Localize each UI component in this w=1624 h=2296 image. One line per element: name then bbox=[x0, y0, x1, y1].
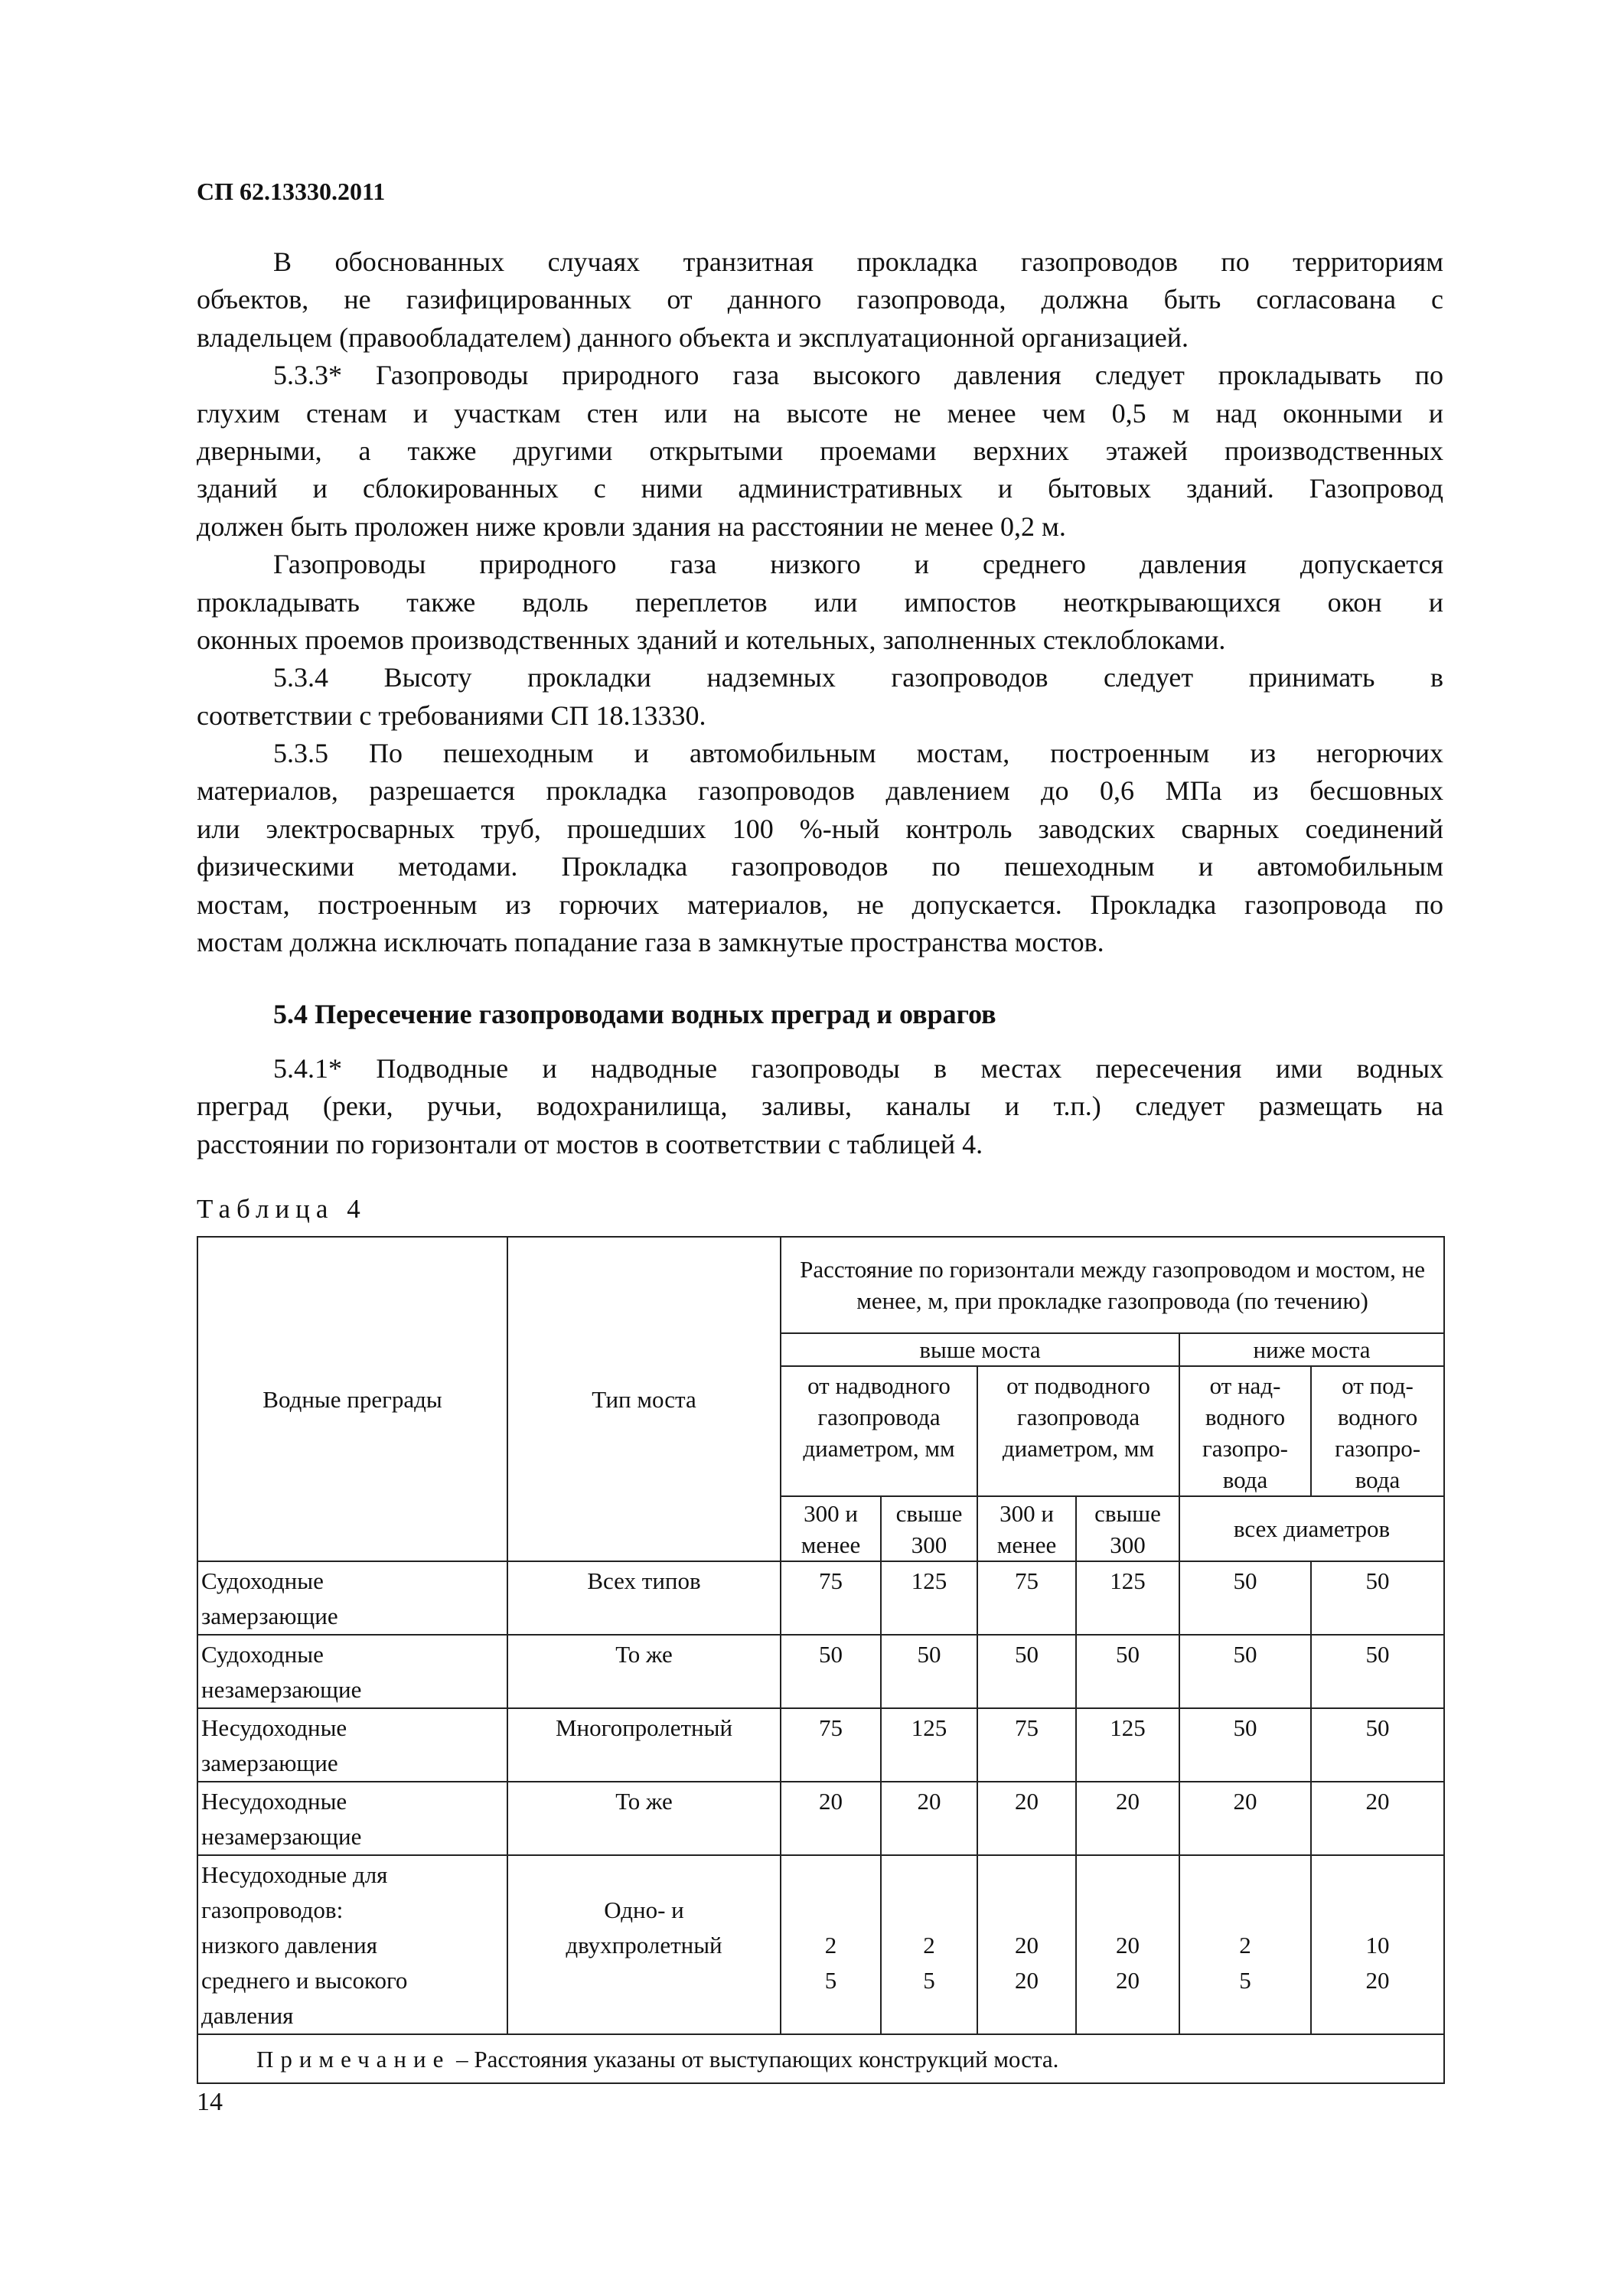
paragraph-line: В обоснованных случаях транзитная прокладка газопроводов по территориям bbox=[273, 246, 1443, 277]
cell-distance bbox=[1076, 1855, 1179, 2034]
cell-water-barrier-line: Несудоходные bbox=[201, 1788, 347, 1815]
cell-distance-line: 75 bbox=[1015, 1714, 1039, 1741]
cell-distance-line: 50 bbox=[1365, 1567, 1390, 1594]
cell-distance bbox=[1179, 1782, 1311, 1855]
distance-table bbox=[197, 1236, 1445, 2084]
paragraph-line: владельцем (правообладателем) данного объекта и эксплуатационной организацией. bbox=[197, 321, 1189, 353]
cell-distance-line bbox=[1183, 1857, 1307, 1893]
table-note bbox=[197, 2034, 1444, 2083]
cell-bridge-type-line bbox=[511, 1857, 777, 1893]
cell-distance bbox=[881, 1561, 977, 1635]
cell-distance bbox=[781, 1635, 881, 1708]
cell-distance-line bbox=[981, 1893, 1072, 1928]
body-text-bottom bbox=[197, 1050, 1443, 1163]
cell-distance bbox=[781, 1855, 881, 2034]
cell-distance-line: 50 bbox=[1233, 1641, 1257, 1668]
cell-distance-line: 125 bbox=[1110, 1567, 1146, 1594]
table-row bbox=[197, 1855, 1444, 2034]
header-diameter-gt300-a: свыше 300 bbox=[881, 1496, 977, 1561]
cell-bridge-type-line: двухпролетный bbox=[566, 1932, 722, 1958]
cell-distance bbox=[1076, 1708, 1179, 1782]
cell-distance-line: 50 bbox=[1015, 1641, 1039, 1668]
cell-distance-line: 2 bbox=[1239, 1932, 1251, 1958]
paragraph-line: дверными, а также другими открытыми проемами верхних этажей производственных bbox=[197, 435, 1443, 466]
cell-distance bbox=[1311, 1635, 1444, 1708]
cell-water-barrier-line: замерзающие bbox=[201, 1603, 338, 1629]
note-text: – Расстояния указаны от выступающих конструкций моста. bbox=[450, 2045, 1059, 2073]
cell-water-barrier bbox=[197, 1855, 507, 2034]
paragraph-line: Газопроводы природного газа низкого и среднего давления допускается bbox=[273, 549, 1443, 580]
cell-water-barrier bbox=[197, 1561, 507, 1635]
document-code: СП 62.13330.2011 bbox=[197, 178, 386, 205]
cell-distance-line: 2 bbox=[824, 1932, 837, 1958]
header-below-underwater: от под-водного газопро-вода bbox=[1311, 1366, 1444, 1496]
note-label: Примечание bbox=[256, 2045, 451, 2073]
cell-distance bbox=[781, 1708, 881, 1782]
cell-distance-line: 75 bbox=[819, 1714, 843, 1741]
cell-distance-line: 20 bbox=[819, 1788, 843, 1815]
cell-distance-line: 5 bbox=[824, 1967, 837, 1994]
paragraph-line: 5.3.4 Высоту прокладки надземных газопроводов следует принимать в bbox=[273, 662, 1443, 693]
cell-distance-line: 20 bbox=[917, 1788, 941, 1815]
paragraph-line: объектов, не газифицированных от данного газопровода, должна быть согласована с bbox=[197, 284, 1443, 315]
cell-distance bbox=[1076, 1561, 1179, 1635]
cell-distance bbox=[881, 1782, 977, 1855]
cell-distance bbox=[1076, 1782, 1179, 1855]
cell-water-barrier bbox=[197, 1782, 507, 1855]
cell-bridge-type-line: То же bbox=[615, 1641, 673, 1668]
cell-water-barrier-line: Несудоходные bbox=[201, 1714, 347, 1741]
paragraph-line: материалов, разрешается прокладка газопроводов давлением до 0,6 МПа из бесшовных bbox=[197, 775, 1443, 807]
cell-water-barrier-line: среднего и высокого bbox=[201, 1967, 408, 1994]
table-row bbox=[197, 1635, 1444, 1708]
cell-distance-line: 50 bbox=[1365, 1714, 1390, 1741]
page-number: 14 bbox=[197, 2088, 223, 2116]
table-row bbox=[197, 1561, 1444, 1635]
cell-distance bbox=[1311, 1561, 1444, 1635]
paragraph-line: или электросварных труб, прошедших 100 %-ный контроль заводских сварных соединений bbox=[197, 813, 1443, 844]
cell-distance-line: 50 bbox=[1116, 1641, 1140, 1668]
cell-distance-line bbox=[885, 1857, 973, 1893]
cell-distance bbox=[977, 1635, 1076, 1708]
cell-distance-line bbox=[885, 1893, 973, 1928]
cell-water-barrier-line: Судоходные bbox=[201, 1567, 324, 1594]
cell-distance-line: 20 bbox=[1365, 1788, 1390, 1815]
cell-bridge-type bbox=[507, 1855, 781, 2034]
cell-distance-line: 20 bbox=[1365, 1967, 1390, 1994]
paragraph-line: зданий и сблокированных с ними административных и бытовых зданий. Газопровод bbox=[197, 473, 1443, 504]
table-caption: Таблица 4 bbox=[197, 1194, 367, 1224]
paragraph-line: мостам должна исключать попадание газа в замкнутые пространства мостов. bbox=[197, 927, 1104, 958]
cell-distance bbox=[977, 1708, 1076, 1782]
cell-distance-line: 20 bbox=[1015, 1967, 1039, 1994]
cell-water-barrier bbox=[197, 1708, 507, 1782]
cell-distance bbox=[1311, 1708, 1444, 1782]
paragraph-line: преград (реки, ручьи, водохранилища, заливы, каналы и т.п.) следует размещать на bbox=[197, 1091, 1443, 1122]
header-diameter-gt300-b: свыше 300 bbox=[1076, 1496, 1179, 1561]
cell-distance-line bbox=[1315, 1857, 1440, 1893]
cell-distance-line: 20 bbox=[1116, 1788, 1140, 1815]
cell-distance-line bbox=[784, 1893, 877, 1928]
cell-distance-line: 75 bbox=[1015, 1567, 1039, 1594]
section-heading: 5.4 Пересечение газопроводами водных преград и оврагов bbox=[273, 999, 996, 1029]
table-row bbox=[197, 1782, 1444, 1855]
cell-distance-line: 50 bbox=[1233, 1567, 1257, 1594]
cell-distance-line: 5 bbox=[1239, 1967, 1251, 1994]
cell-distance-line: 20 bbox=[1015, 1788, 1039, 1815]
cell-bridge-type-line: То же bbox=[615, 1788, 673, 1815]
paragraph-line: 5.3.3* Газопроводы природного газа высокого давления следует прокладывать по bbox=[273, 360, 1443, 391]
cell-distance bbox=[1311, 1855, 1444, 2034]
cell-distance bbox=[977, 1782, 1076, 1855]
cell-distance bbox=[881, 1855, 977, 2034]
cell-distance bbox=[881, 1708, 977, 1782]
cell-distance-line: 125 bbox=[911, 1567, 947, 1594]
cell-distance-line bbox=[981, 1857, 1072, 1893]
cell-water-barrier-line: низкого давления bbox=[201, 1932, 378, 1958]
header-water-barriers: Водные преграды bbox=[197, 1237, 507, 1561]
cell-distance-line bbox=[1183, 1893, 1307, 1928]
cell-distance bbox=[781, 1782, 881, 1855]
cell-distance bbox=[977, 1561, 1076, 1635]
paragraph-line: глухим стенам и участкам стен или на высоте не менее чем 0,5 м над оконными и bbox=[197, 397, 1443, 429]
cell-water-barrier-line: давления bbox=[201, 2002, 294, 2029]
header-below-bridge: ниже моста bbox=[1179, 1333, 1444, 1366]
paragraph-line: должен быть проложен ниже кровли здания на расстоянии не менее 0,2 м. bbox=[197, 510, 1066, 542]
cell-distance-line: 125 bbox=[911, 1714, 947, 1741]
header-diameter-le300-b: 300 и менее bbox=[977, 1496, 1076, 1561]
cell-distance-line: 20 bbox=[1116, 1932, 1140, 1958]
paragraph-line: 5.3.5 По пешеходным и автомобильным мостам, построенным из негорючих bbox=[273, 738, 1443, 769]
cell-distance-line: 75 bbox=[819, 1567, 843, 1594]
cell-water-barrier-line: незамерзающие bbox=[201, 1823, 362, 1850]
paragraph-line: физическими методами. Прокладка газопроводов по пешеходным и автомобильным bbox=[197, 851, 1443, 882]
cell-distance-line bbox=[784, 1857, 877, 1893]
cell-bridge-type bbox=[507, 1708, 781, 1782]
paragraph-line: расстоянии по горизонтали от мостов в соответствии с таблицей 4. bbox=[197, 1128, 983, 1159]
cell-distance bbox=[1076, 1635, 1179, 1708]
cell-distance bbox=[977, 1855, 1076, 2034]
cell-distance bbox=[881, 1635, 977, 1708]
paragraph-line: мостам, построенным из горючих материалов, не допускается. Прокладка газопровода по bbox=[197, 889, 1443, 920]
cell-distance bbox=[1179, 1561, 1311, 1635]
paragraph-line: соответствии с требованиями СП 18.13330. bbox=[197, 700, 706, 731]
cell-water-barrier-line: Судоходные bbox=[201, 1641, 324, 1668]
cell-water-barrier-line: Несудоходные для bbox=[201, 1861, 388, 1888]
cell-bridge-type bbox=[507, 1782, 781, 1855]
cell-distance bbox=[1179, 1855, 1311, 2034]
cell-distance-line: 50 bbox=[1365, 1641, 1390, 1668]
cell-bridge-type-line: Всех типов bbox=[587, 1567, 701, 1594]
header-above-overwater: от надводного газопровода диаметром, мм bbox=[781, 1366, 977, 1496]
cell-bridge-type bbox=[507, 1635, 781, 1708]
header-above-underwater: от подводного газопровода диаметром, мм bbox=[977, 1366, 1179, 1496]
header-below-overwater: от над-водного газопро-вода bbox=[1179, 1366, 1311, 1496]
table-row bbox=[197, 1708, 1444, 1782]
cell-distance-line: 5 bbox=[923, 1967, 935, 1994]
cell-water-barrier-line: замерзающие bbox=[201, 1750, 338, 1776]
body-text-top bbox=[197, 243, 1443, 961]
header-above-bridge: выше моста bbox=[781, 1333, 1179, 1366]
cell-bridge-type bbox=[507, 1561, 781, 1635]
cell-distance-line: 2 bbox=[923, 1932, 935, 1958]
cell-bridge-type-line: Многопролетный bbox=[555, 1714, 733, 1741]
header-bridge-type: Тип моста bbox=[507, 1237, 781, 1561]
cell-distance bbox=[781, 1561, 881, 1635]
cell-water-barrier-line: незамерзающие bbox=[201, 1676, 362, 1703]
cell-distance-line: 10 bbox=[1365, 1932, 1390, 1958]
paragraph-line: 5.4.1* Подводные и надводные газопроводы в местах пересечения ими водных bbox=[273, 1053, 1443, 1084]
cell-distance-line bbox=[1315, 1893, 1440, 1928]
paragraph-line: оконных проемов производственных зданий и котельных, заполненных стеклоблоками. bbox=[197, 624, 1226, 655]
cell-distance-line: 50 bbox=[917, 1641, 941, 1668]
cell-distance-line bbox=[1080, 1857, 1176, 1893]
cell-distance-line: 125 bbox=[1110, 1714, 1146, 1741]
paragraph-line: прокладывать также вдоль переплетов или импостов неоткрывающихся окон и bbox=[197, 586, 1443, 618]
cell-distance bbox=[1311, 1782, 1444, 1855]
cell-water-barrier-line: газопроводов: bbox=[201, 1896, 344, 1923]
header-distance-group: Расстояние по горизонтали между газопроводом и мостом, не менее, м, при прокладке газопровода (по течению) bbox=[781, 1237, 1444, 1333]
header-diameter-le300-a: 300 и менее bbox=[781, 1496, 881, 1561]
header-all-diameters: всех диаметров bbox=[1179, 1496, 1444, 1561]
cell-distance-line: 20 bbox=[1015, 1932, 1039, 1958]
cell-distance-line: 50 bbox=[819, 1641, 843, 1668]
cell-distance-line: 20 bbox=[1233, 1788, 1257, 1815]
cell-distance-line bbox=[1080, 1893, 1176, 1928]
cell-distance bbox=[1179, 1708, 1311, 1782]
cell-water-barrier bbox=[197, 1635, 507, 1708]
cell-distance-line: 50 bbox=[1233, 1714, 1257, 1741]
cell-bridge-type-line: Одно- и bbox=[604, 1896, 684, 1923]
cell-distance-line: 20 bbox=[1116, 1967, 1140, 1994]
cell-distance bbox=[1179, 1635, 1311, 1708]
